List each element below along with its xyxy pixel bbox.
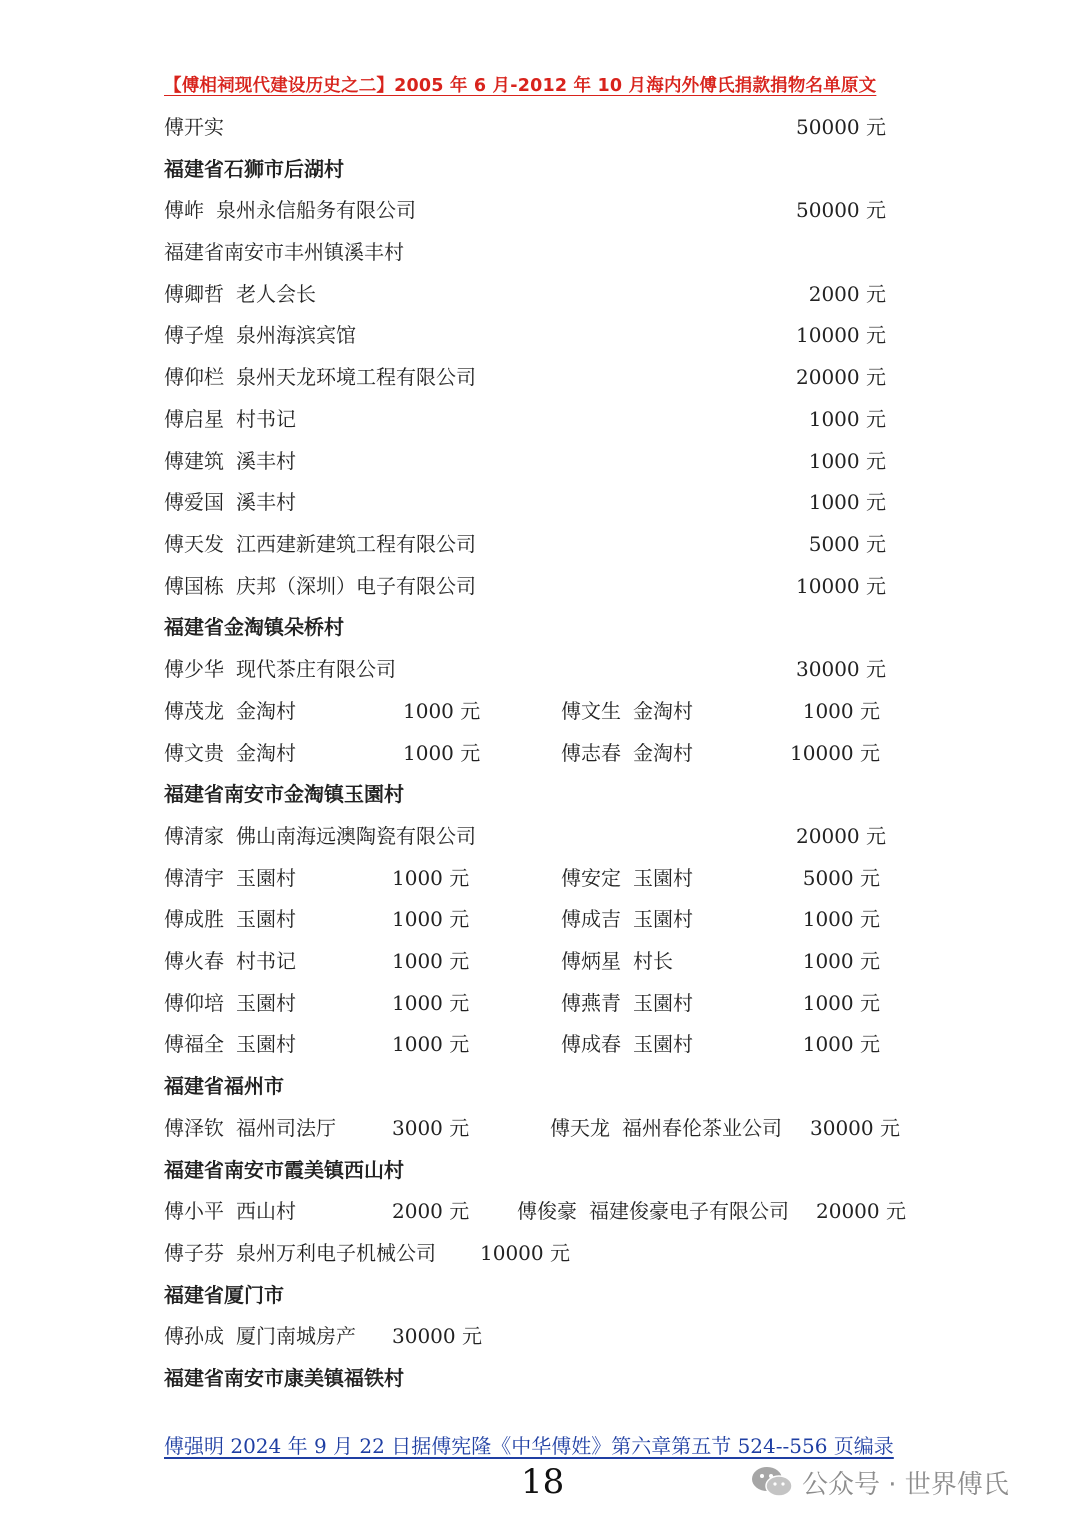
section-heading	[164, 1071, 1080, 1101]
donor-name: 傅国栋	[164, 574, 224, 598]
donation-amount: 1000 元	[392, 1032, 470, 1056]
donor-name: 傅仰栏	[164, 365, 224, 389]
donor-entry	[164, 571, 1080, 601]
donation-amount: 10000 元	[796, 323, 886, 347]
wechat-watermark	[750, 1462, 1009, 1502]
donation-amount: 1000 元	[808, 449, 886, 473]
donation-amount: 30000 元	[796, 657, 886, 681]
donor-affiliation: 金淘村	[633, 741, 693, 765]
donor-name: 傅成春	[561, 1032, 621, 1056]
donation-amount: 20000 元	[796, 365, 886, 389]
donor-affiliation: 溪丰村	[236, 449, 296, 473]
donation-amount: 1000 元	[403, 699, 481, 723]
donor-name: 傅爱国	[164, 490, 224, 514]
donation-amount: 1000 元	[392, 991, 470, 1015]
donor-name: 傅建筑	[164, 449, 224, 473]
section-heading-text: 福建省福州市	[164, 1074, 284, 1098]
donor-pair-row	[164, 696, 1080, 726]
section-heading-text: 福建省南安市霞美镇西山村	[164, 1158, 404, 1182]
donation-amount: 30000 元	[810, 1116, 900, 1140]
donor-entry	[164, 362, 1080, 392]
donor-pair-row	[164, 988, 1080, 1018]
donor-name: 傅炳星	[561, 949, 621, 973]
donor-pair-row	[164, 946, 1080, 976]
donor-entry-right	[561, 1029, 693, 1059]
donor-entry-right	[561, 863, 693, 893]
donor-affiliation: 玉園村	[633, 907, 693, 931]
donor-entry-right	[561, 904, 693, 934]
donor-name: 傅安定	[561, 866, 621, 890]
donation-amount: 2000 元	[392, 1199, 470, 1223]
donation-amount: 10000 元	[796, 574, 886, 598]
donation-amount: 5000 元	[808, 532, 886, 556]
donor-affiliation: 玉園村	[633, 866, 693, 890]
donation-amount: 1000 元	[392, 866, 470, 890]
section-heading	[164, 1280, 1080, 1310]
donation-amount: 10000 元	[790, 741, 880, 765]
section-heading-text: 福建省厦门市	[164, 1283, 284, 1307]
donation-amount: 1000 元	[802, 991, 880, 1015]
section-heading	[164, 612, 1080, 642]
donor-name: 傅俊豪	[517, 1199, 577, 1223]
donation-amount: 2000 元	[808, 282, 886, 306]
donor-pair-row	[164, 738, 1080, 768]
region-heading	[164, 237, 1080, 267]
donation-amount: 1000 元	[808, 490, 886, 514]
donor-pair-row	[164, 1029, 1080, 1059]
donor-name: 傅仰培	[164, 991, 224, 1015]
donor-affiliation: 金淘村	[633, 699, 693, 723]
document-header-title: 【傅相祠现代建设历史之二】2005 年 6 月-2012 年 10 月海内外傅氏捐款捐物名单原文	[164, 76, 877, 96]
donor-affiliation: 福建俊豪电子有限公司	[589, 1199, 789, 1223]
donor-entry	[164, 1238, 1080, 1268]
section-heading-text: 福建省南安市丰州镇溪丰村	[164, 240, 404, 264]
donor-name: 傅岞	[164, 198, 204, 222]
donor-name: 傅孙成	[164, 1324, 224, 1348]
donor-affiliation: 泉州天龙环境工程有限公司	[236, 365, 476, 389]
donation-amount: 1000 元	[802, 699, 880, 723]
donor-name: 傅天发	[164, 532, 224, 556]
donor-entry	[164, 279, 1080, 309]
donor-name: 傅开实	[164, 115, 224, 139]
donation-amount: 5000 元	[802, 866, 880, 890]
donor-entry	[164, 487, 1080, 517]
donation-amount: 1000 元	[802, 907, 880, 931]
donor-affiliation: 佛山南海远澳陶瓷有限公司	[236, 824, 476, 848]
donation-amount: 20000 元	[816, 1199, 906, 1223]
watermark-text: 公众号 · 世界傅氏	[802, 1469, 1009, 1500]
section-heading-text: 福建省石狮市后湖村	[164, 157, 344, 181]
donor-affiliation: 溪丰村	[236, 490, 296, 514]
donor-entry	[164, 529, 1080, 559]
donation-amount: 3000 元	[392, 1116, 470, 1140]
donor-affiliation: 泉州万利电子机械公司	[236, 1241, 436, 1265]
donor-affiliation: 福州春伦茶业公司	[622, 1116, 782, 1140]
donor-entry	[164, 112, 1080, 142]
donor-name: 傅成吉	[561, 907, 621, 931]
section-heading	[164, 1155, 1080, 1185]
donor-name: 傅子煌	[164, 323, 224, 347]
donor-name: 傅卿哲	[164, 282, 224, 306]
donor-name: 傅成胜	[164, 907, 224, 931]
donor-name: 傅福全	[164, 1032, 224, 1056]
donation-amount: 1000 元	[392, 949, 470, 973]
donor-affiliation: 现代茶庄有限公司	[236, 657, 396, 681]
donor-entry	[164, 446, 1080, 476]
donor-affiliation: 福州司法厅	[236, 1116, 336, 1140]
donor-name: 傅小平	[164, 1199, 224, 1223]
donor-affiliation: 西山村	[236, 1199, 296, 1223]
donor-name: 傅泽钦	[164, 1116, 224, 1140]
donor-entry-right	[550, 1113, 782, 1143]
donor-affiliation: 泉州永信船务有限公司	[216, 198, 416, 222]
wechat-icon	[750, 1465, 794, 1499]
donor-name: 傅火春	[164, 949, 224, 973]
donor-affiliation: 江西建新建筑工程有限公司	[236, 532, 476, 556]
donor-entry-right	[561, 946, 673, 976]
donor-affiliation: 泉州海滨宾馆	[236, 323, 356, 347]
donor-affiliation: 金淘村	[236, 699, 296, 723]
donor-name: 傅志春	[561, 741, 621, 765]
donor-entry-right	[517, 1196, 789, 1226]
donation-amount: 10000 元	[480, 1241, 570, 1265]
donor-affiliation: 玉園村	[236, 1032, 296, 1056]
donor-affiliation: 玉園村	[236, 991, 296, 1015]
donation-amount: 50000 元	[796, 115, 886, 139]
donor-entry	[164, 320, 1080, 350]
donor-pair-row	[164, 1113, 1080, 1143]
section-heading-text: 福建省南安市康美镇福铁村	[164, 1366, 404, 1390]
donor-entry	[164, 1321, 1080, 1351]
section-heading	[164, 1363, 1080, 1393]
donor-affiliation: 厦门南城房产	[236, 1324, 356, 1348]
donor-name: 傅启星	[164, 407, 224, 431]
donor-name: 傅茂龙	[164, 699, 224, 723]
donor-pair-row	[164, 863, 1080, 893]
donor-pair-row	[164, 904, 1080, 934]
donor-entry-right	[561, 988, 693, 1018]
donor-affiliation: 玉園村	[633, 1032, 693, 1056]
donation-amount: 50000 元	[796, 198, 886, 222]
donor-entry	[164, 654, 1080, 684]
section-heading	[164, 154, 1080, 184]
donor-affiliation: 玉園村	[236, 866, 296, 890]
donor-affiliation: 庆邦（深圳）电子有限公司	[236, 574, 476, 598]
donor-name: 傅文生	[561, 699, 621, 723]
donor-entry-right	[561, 738, 693, 768]
donor-pair-row	[164, 1196, 1080, 1226]
donor-entry	[164, 404, 1080, 434]
donor-entry-right	[561, 696, 693, 726]
donation-amount: 1000 元	[392, 907, 470, 931]
donor-affiliation: 村书记	[236, 407, 296, 431]
donor-entry	[164, 195, 1080, 225]
donor-affiliation: 村书记	[236, 949, 296, 973]
donor-affiliation: 金淘村	[236, 741, 296, 765]
donation-amount: 1000 元	[403, 741, 481, 765]
donor-name: 傅清家	[164, 824, 224, 848]
donor-affiliation: 村长	[633, 949, 673, 973]
donor-name: 傅少华	[164, 657, 224, 681]
donation-amount: 1000 元	[802, 1032, 880, 1056]
donor-name: 傅天龙	[550, 1116, 610, 1140]
donation-amount: 20000 元	[796, 824, 886, 848]
donation-amount: 1000 元	[808, 407, 886, 431]
donor-affiliation: 老人会长	[236, 282, 316, 306]
section-heading	[164, 779, 1080, 809]
donor-name: 傅清宇	[164, 866, 224, 890]
donor-name: 傅燕青	[561, 991, 621, 1015]
section-heading-text: 福建省南安市金淘镇玉園村	[164, 782, 404, 806]
donor-name: 傅文贵	[164, 741, 224, 765]
source-citation-link[interactable]: 傅强明 2024 年 9 月 22 日据傅宪隆《中华傅姓》第六章第五节 524--556 页编录	[164, 1434, 894, 1458]
page-number: 18	[521, 1462, 565, 1502]
donor-affiliation: 玉園村	[236, 907, 296, 931]
donation-amount: 30000 元	[392, 1324, 482, 1348]
donor-affiliation: 玉園村	[633, 991, 693, 1015]
donor-entry	[164, 821, 1080, 851]
donor-name: 傅子芬	[164, 1241, 224, 1265]
donation-amount: 1000 元	[802, 949, 880, 973]
section-heading-text: 福建省金淘镇朵桥村	[164, 615, 344, 639]
